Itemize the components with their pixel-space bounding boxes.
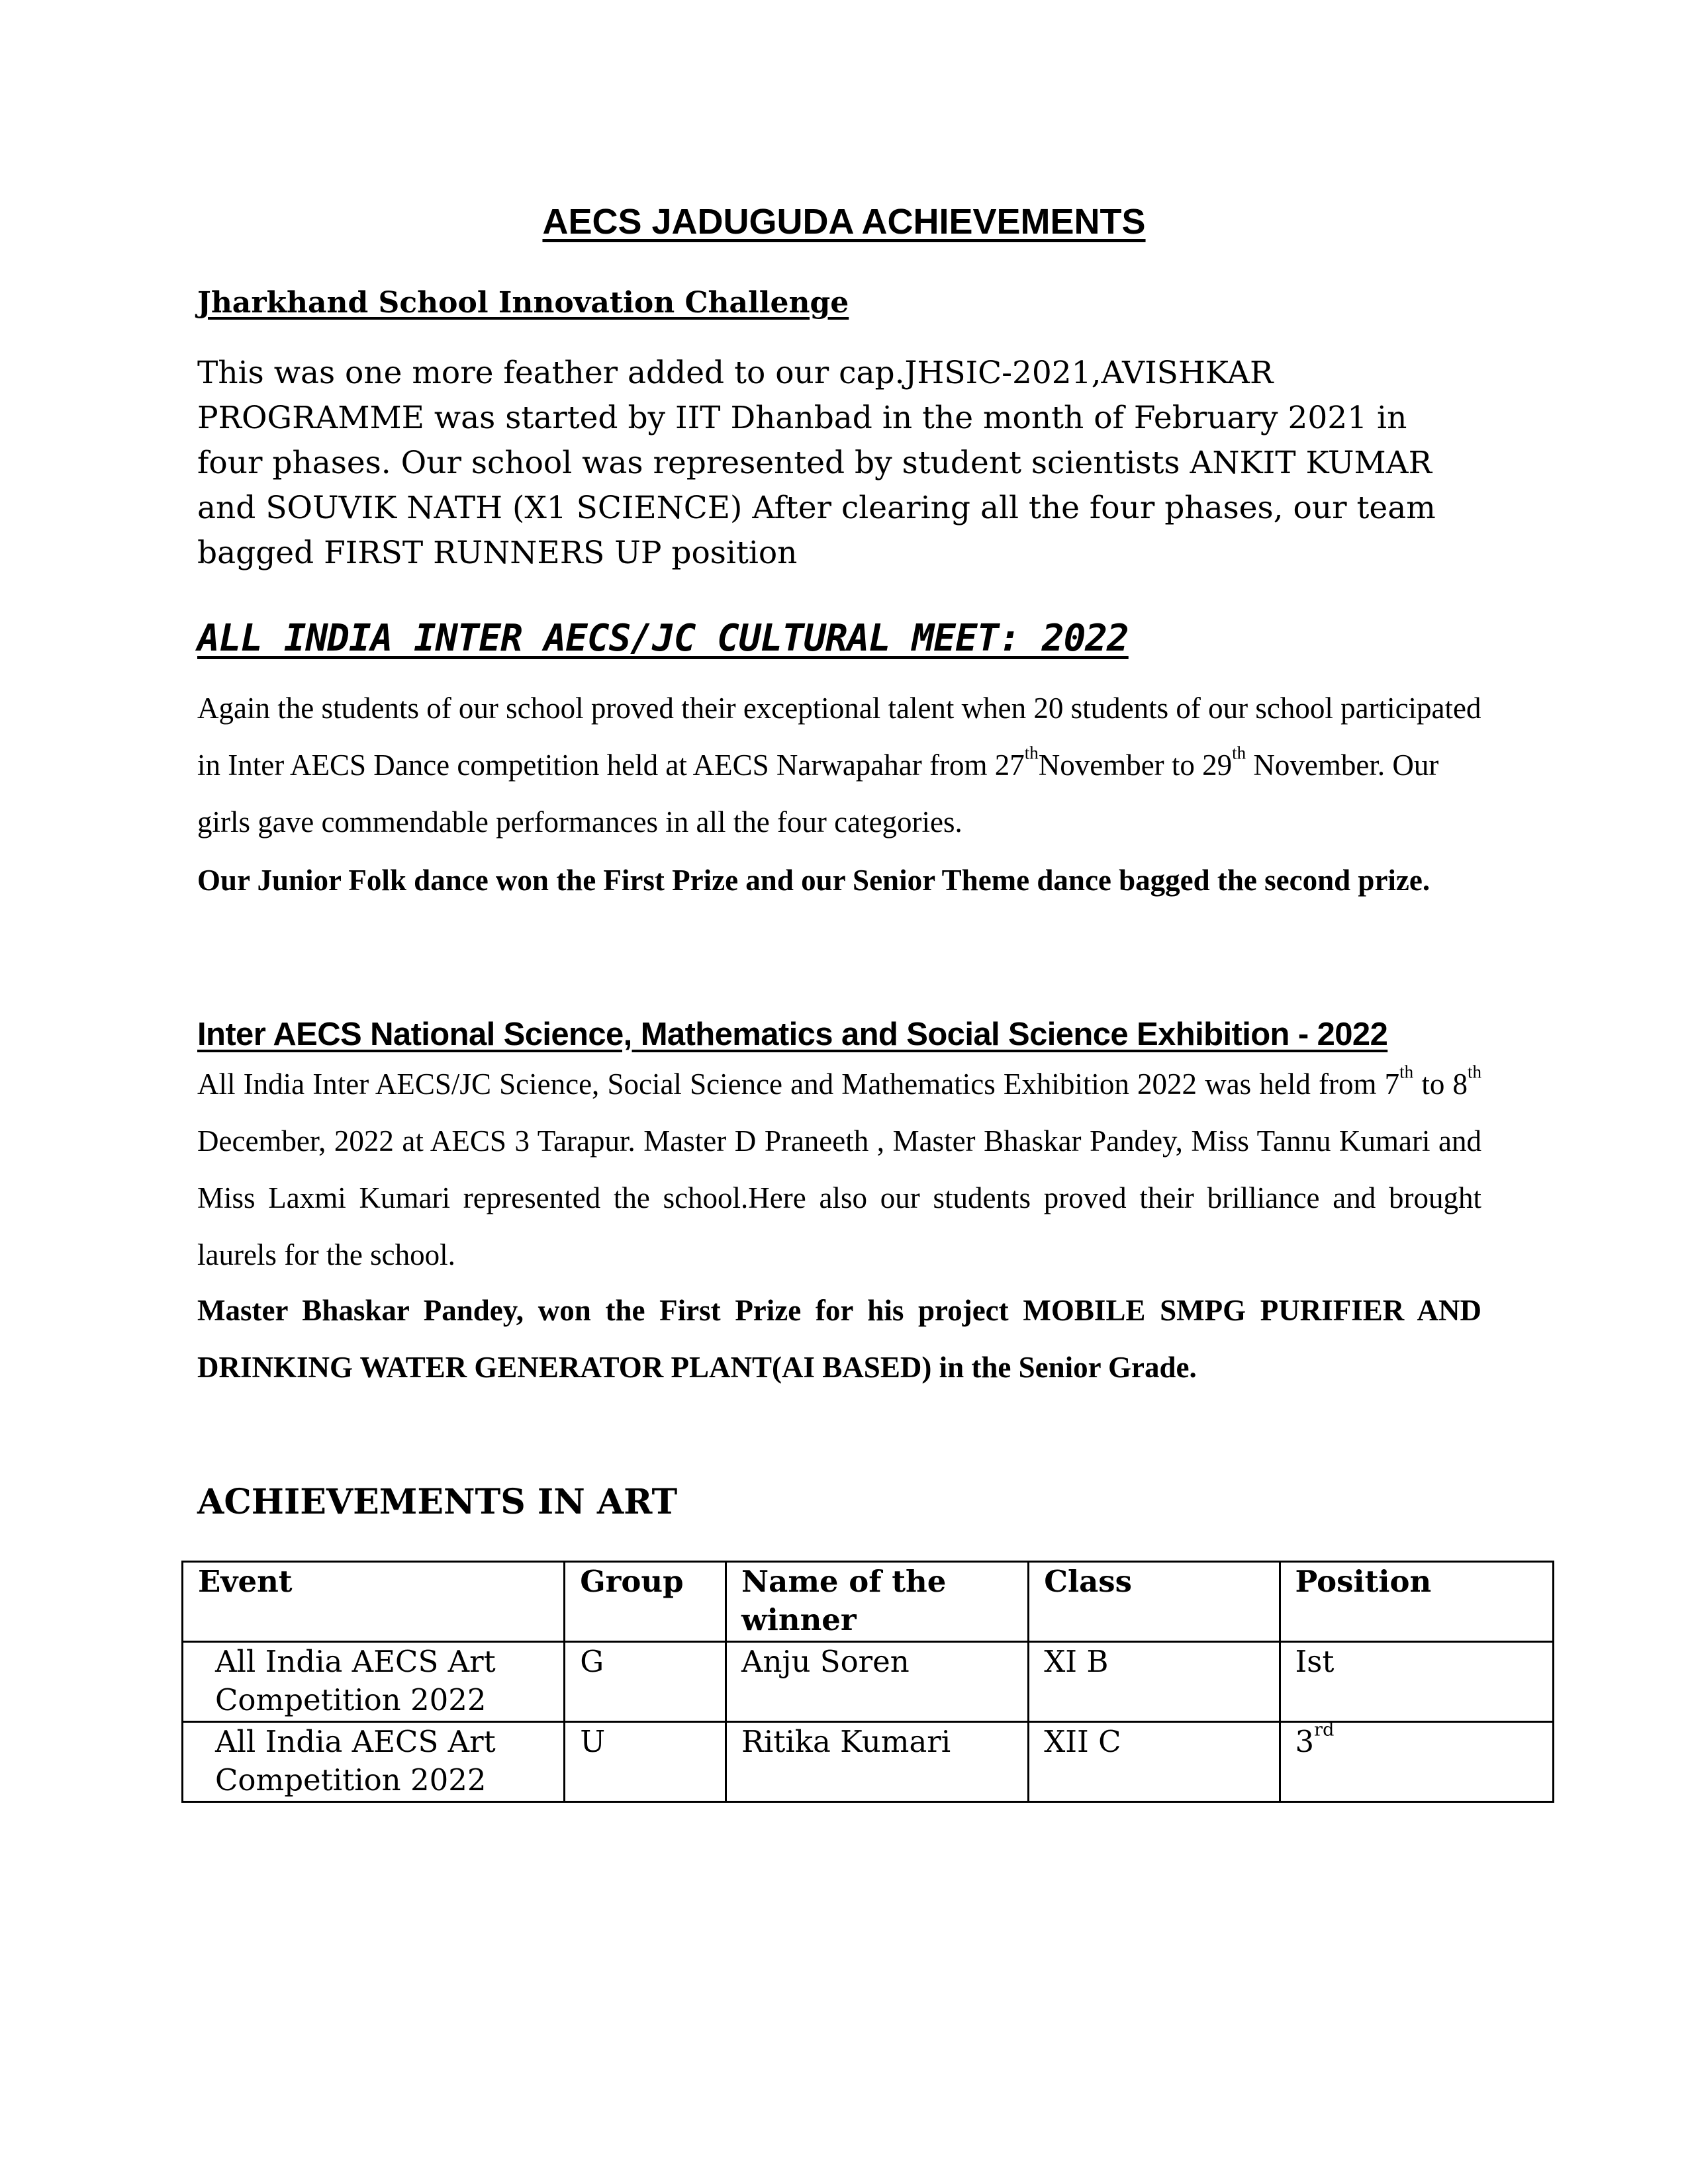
cultural-meet-heading: ALL INDIA INTER AECS/JC CULTURAL MEET: 2022: [197, 617, 1129, 660]
cell-class: XI B: [1029, 1642, 1280, 1722]
column-header-event: Event: [183, 1562, 565, 1642]
event-text: All India AECS Art Competition 2022: [215, 1724, 496, 1797]
cultural-text-2: November to 29: [1038, 749, 1233, 782]
event-text: All India AECS Art Competition 2022: [215, 1644, 496, 1717]
exhibition-heading: Inter AECS National Science, Mathematics and Social Science Exhibition - 2022: [197, 1017, 1388, 1052]
exhibition-result: Master Bhaskar Pandey, won the First Prize for his project MOBILE SMPG PURIFIER AND DRINKING WATER GENERATOR PLANT(AI BASED) in the Senior Grade.: [197, 1294, 1481, 1384]
cell-group: G: [565, 1642, 726, 1722]
cultural-sup-2: th: [1232, 743, 1246, 763]
cultural-text-1: Again the students of our school proved their exceptional talent when 20 students of our school participated in Inter AECS Dance competition held at AECS Narwapahar from 27: [197, 692, 1481, 782]
art-heading: ACHIEVEMENTS IN ART: [197, 1482, 678, 1522]
cell-winner: Anju Soren: [726, 1642, 1029, 1722]
cultural-meet-result: Our Junior Folk dance won the First Prize and our Senior Theme dance bagged the second prize.: [197, 864, 1430, 897]
exhibition-text-2: to 8: [1413, 1068, 1468, 1101]
page-title: AECS JADUGUDA ACHIEVEMENTS: [542, 202, 1146, 242]
table-row: [183, 1722, 1554, 1802]
table-row: [183, 1642, 1554, 1722]
position-suffix: rd: [1314, 1719, 1335, 1741]
innovation-heading: Jharkhand School Innovation Challenge: [197, 286, 849, 320]
cultural-sup-1: th: [1024, 743, 1039, 763]
cultural-meet-paragraph: [197, 680, 1488, 850]
cell-position: [1280, 1719, 1553, 1802]
column-header-class: Class: [1029, 1562, 1280, 1642]
cell-winner: Ritika Kumari: [726, 1722, 1029, 1802]
art-achievements-table: [181, 1561, 1554, 1803]
table-header-row: [183, 1562, 1554, 1642]
position-text: 3: [1295, 1724, 1315, 1759]
exhibition-sup-1: th: [1399, 1062, 1414, 1082]
cell-position: [1280, 1642, 1553, 1722]
cultural-text-3: November. Our girls gave commendable performances in all the four categories.: [197, 749, 1439, 839]
exhibition-text-3: December, 2022 at AECS 3 Tarapur. Master D Praneeth , Master Bhaskar Pandey, Miss Tannu Kumari and Miss Laxmi Kumari represented the school.Here also our students proved their brilliance and brought laurels for the school.: [197, 1124, 1481, 1271]
column-header-group: Group: [565, 1562, 726, 1642]
cell-class: XII C: [1029, 1722, 1280, 1802]
column-header-winner: Name of the winner: [726, 1562, 1029, 1642]
cell-group: U: [565, 1722, 726, 1802]
cell-event: [183, 1642, 565, 1722]
exhibition-paragraph: [197, 1056, 1481, 1283]
cell-event: [183, 1722, 565, 1802]
position-text: Ist: [1295, 1644, 1335, 1679]
innovation-paragraph: This was one more feather added to our cap.JHSIC-2021,AVISHKAR PROGRAMME was started by IIT Dhanbad in the month of February 2021 in four phases. Our school was represented by student scientists ANKIT KUMAR and SOUVIK NATH (X1 SCIENCE) After clearing all the four phases, our team bagged FIRST RUNNERS UP position: [197, 355, 1436, 571]
exhibition-text-1: All India Inter AECS/JC Science, Social Science and Mathematics Exhibition 2022 was held from 7: [197, 1068, 1400, 1101]
column-header-position: Position: [1280, 1562, 1553, 1642]
exhibition-sup-2: th: [1467, 1062, 1481, 1082]
